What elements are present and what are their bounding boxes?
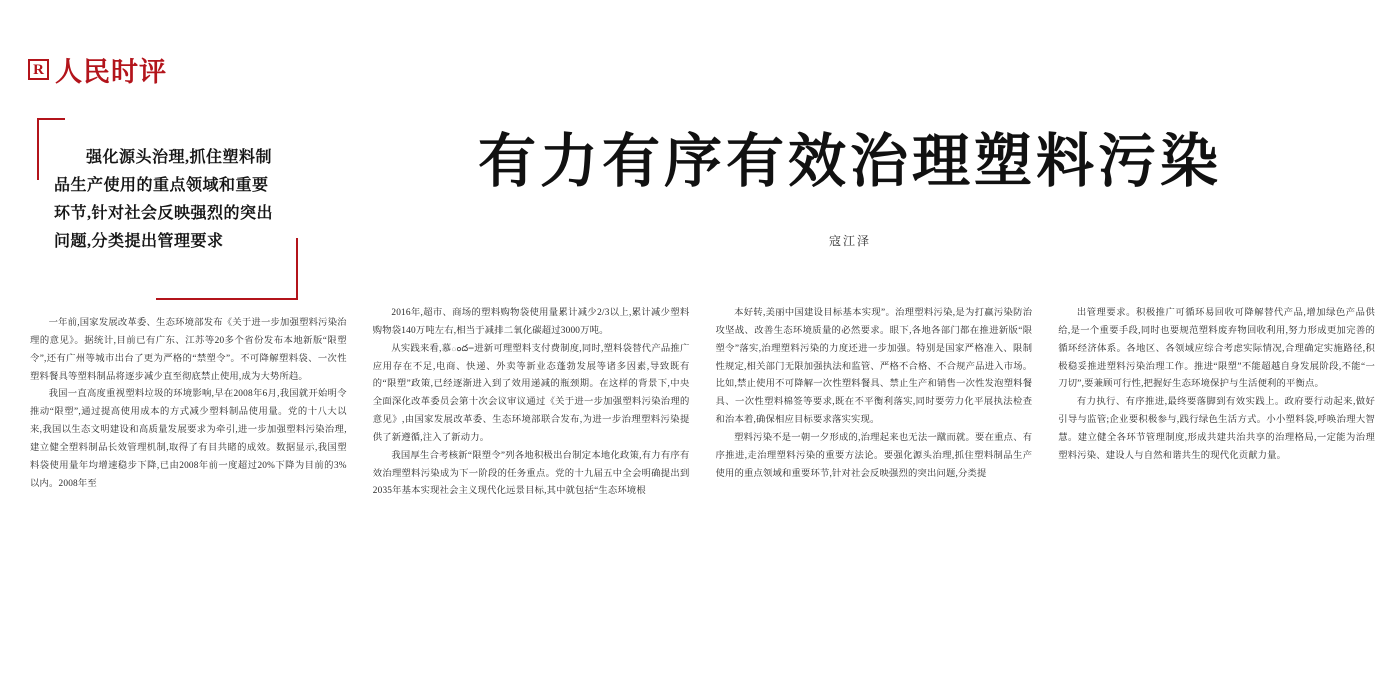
paragraph: 我国厚生合考核新“限塑令”列各地积极出台制定本地化政策,有力有序有效治理塑料污染成为下一阶段的任务重点。党的十九届五中全会明确提出到2035年基本实现社会主义现代化远景目标,其中就包括“生态环境根 bbox=[372, 450, 690, 497]
pull-quote-text: 强化源头治理,抓住塑料制品生产使用的重点领域和重要环节,针对社会反映强烈的突出问题,分类提出管理要求 bbox=[54, 149, 274, 250]
masthead-title: 人民时评 bbox=[55, 57, 167, 87]
page-title: 有力有序有效治理塑料污染 bbox=[477, 129, 1222, 194]
article-column-1 bbox=[30, 305, 347, 685]
paragraph: 一年前,国家发展改革委、生态环境部发布《关于进一步加强塑料污染治理的意见》。据统计,目前已有广东、江苏等20多个省份发布本地新版“限塑令”,还有广州等城市出台了更为严格的“禁塑令”。不可降解塑料袋、一次性塑料餐具等塑料制品将逐步减少直至彻底禁止使用,成为大势所趋。 bbox=[30, 318, 347, 382]
article-column-3 bbox=[716, 305, 1033, 685]
article-column-2 bbox=[373, 305, 690, 685]
paragraph: 有力执行、有序推进,最终要落脚到有效实践上。政府要行动起来,做好引导与监管;企业要积极参与,践行绿色生活方式。小小塑料袋,呼唤治理大智慧。建立健全各环节管理制度,形成共建共治共享的治理格局,一定能为治理塑料污染、建设人与自然和谐共生的现代化贡献力量。 bbox=[1058, 397, 1375, 461]
pull-quote bbox=[30, 118, 298, 300]
article-column-4 bbox=[1058, 305, 1375, 685]
people-daily-logo-icon: R bbox=[28, 59, 49, 80]
article-body bbox=[30, 305, 1375, 685]
paragraph: 2016年,超市、商场的塑料购物袋使用量累计减少2/3以上,累计减少塑料购物袋140万吨左右,相当于减排二氧化碳超过3000万吨。 bbox=[372, 308, 690, 336]
byline: 寇江泽 bbox=[828, 233, 871, 248]
headline-block bbox=[330, 130, 1370, 249]
paragraph: 出管理要求。积极推广可循环易回收可降解替代产品,增加绿色产品供给,是一个重要手段,同时也要规范塑料废弃物回收利用,努力形成更加完善的循环经济体系。各地区、各领域应综合考虑实际情况,合理确定实施路径,积极稳妥推进塑料污染治理工作。推进“限塑”不能超越自身发展阶段,不能“一刀切”,要兼顾可行性,把握好生态环境保护与生活便利的平衡点。 bbox=[1058, 308, 1375, 390]
masthead bbox=[28, 50, 167, 89]
paragraph: 塑料污染不是一朝一夕形成的,治理起来也无法一蹴而就。要在重点、有序推进,走治理塑料污染的重要方法论。要强化源头治理,抓住塑料制品生产使用的重点领域和重要环节,针对社会反映强烈的突出问题,分类提 bbox=[715, 432, 1033, 479]
paragraph: 从实践来看,慕ంద౼进新可理塑料支付费制度,同时,塑料袋替代产品推广应用存在不足,电商、快递、外卖等新业态蓬勃发展等诸多因素,导致既有的“限塑”政策,已经逐渐进入到了效用递减的瓶颈期。在这样的背景下,中央全面深化改革委员会第十次会议审议通过《关于进一步加强塑料污染治理的意见》,由国家发展改革委、生态环境部联合发布,为进一步治理塑料污染提供了新遵循,注入了新动力。 bbox=[372, 343, 690, 443]
paragraph: 本好转,美丽中国建设目标基本实现”。治理塑料污染,是为打赢污染防治攻坚战、改善生态环境质量的必然要求。眼下,各地各部门都在推进新版“限塑令”落实,治理塑料污染的力度还进一步加强。特别是国家严格准入、限制性规定,相关部门无限加强执法和监管、严格不合格、不合规产品进入市场。比如,禁止使用不可降解一次性塑料餐具、禁止生产和销售一次性发泡塑料餐具、一次性塑料棉签等要求,既在不平衡利落实,同时要劳力化平展执法检查和治本着,确保相应目标要求落实实现。 bbox=[715, 308, 1033, 426]
paragraph: 我国一直高度重视塑料垃圾的环境影响,早在2008年6月,我国就开始明令推动“限塑”,通过提高使用成本的方式减少塑料制品使用量。党的十八大以来,我国以生态文明建设和高质量发展要求为牵引,进一步加强塑料污染治理,建立健全塑料制品长效管理机制,取得了有目共睹的成效。数据显示,我国塑料袋使用量年均增速稳步下降,已由2008年前一度超过20%下降为目前的3%以内。2008年至 bbox=[30, 389, 347, 489]
